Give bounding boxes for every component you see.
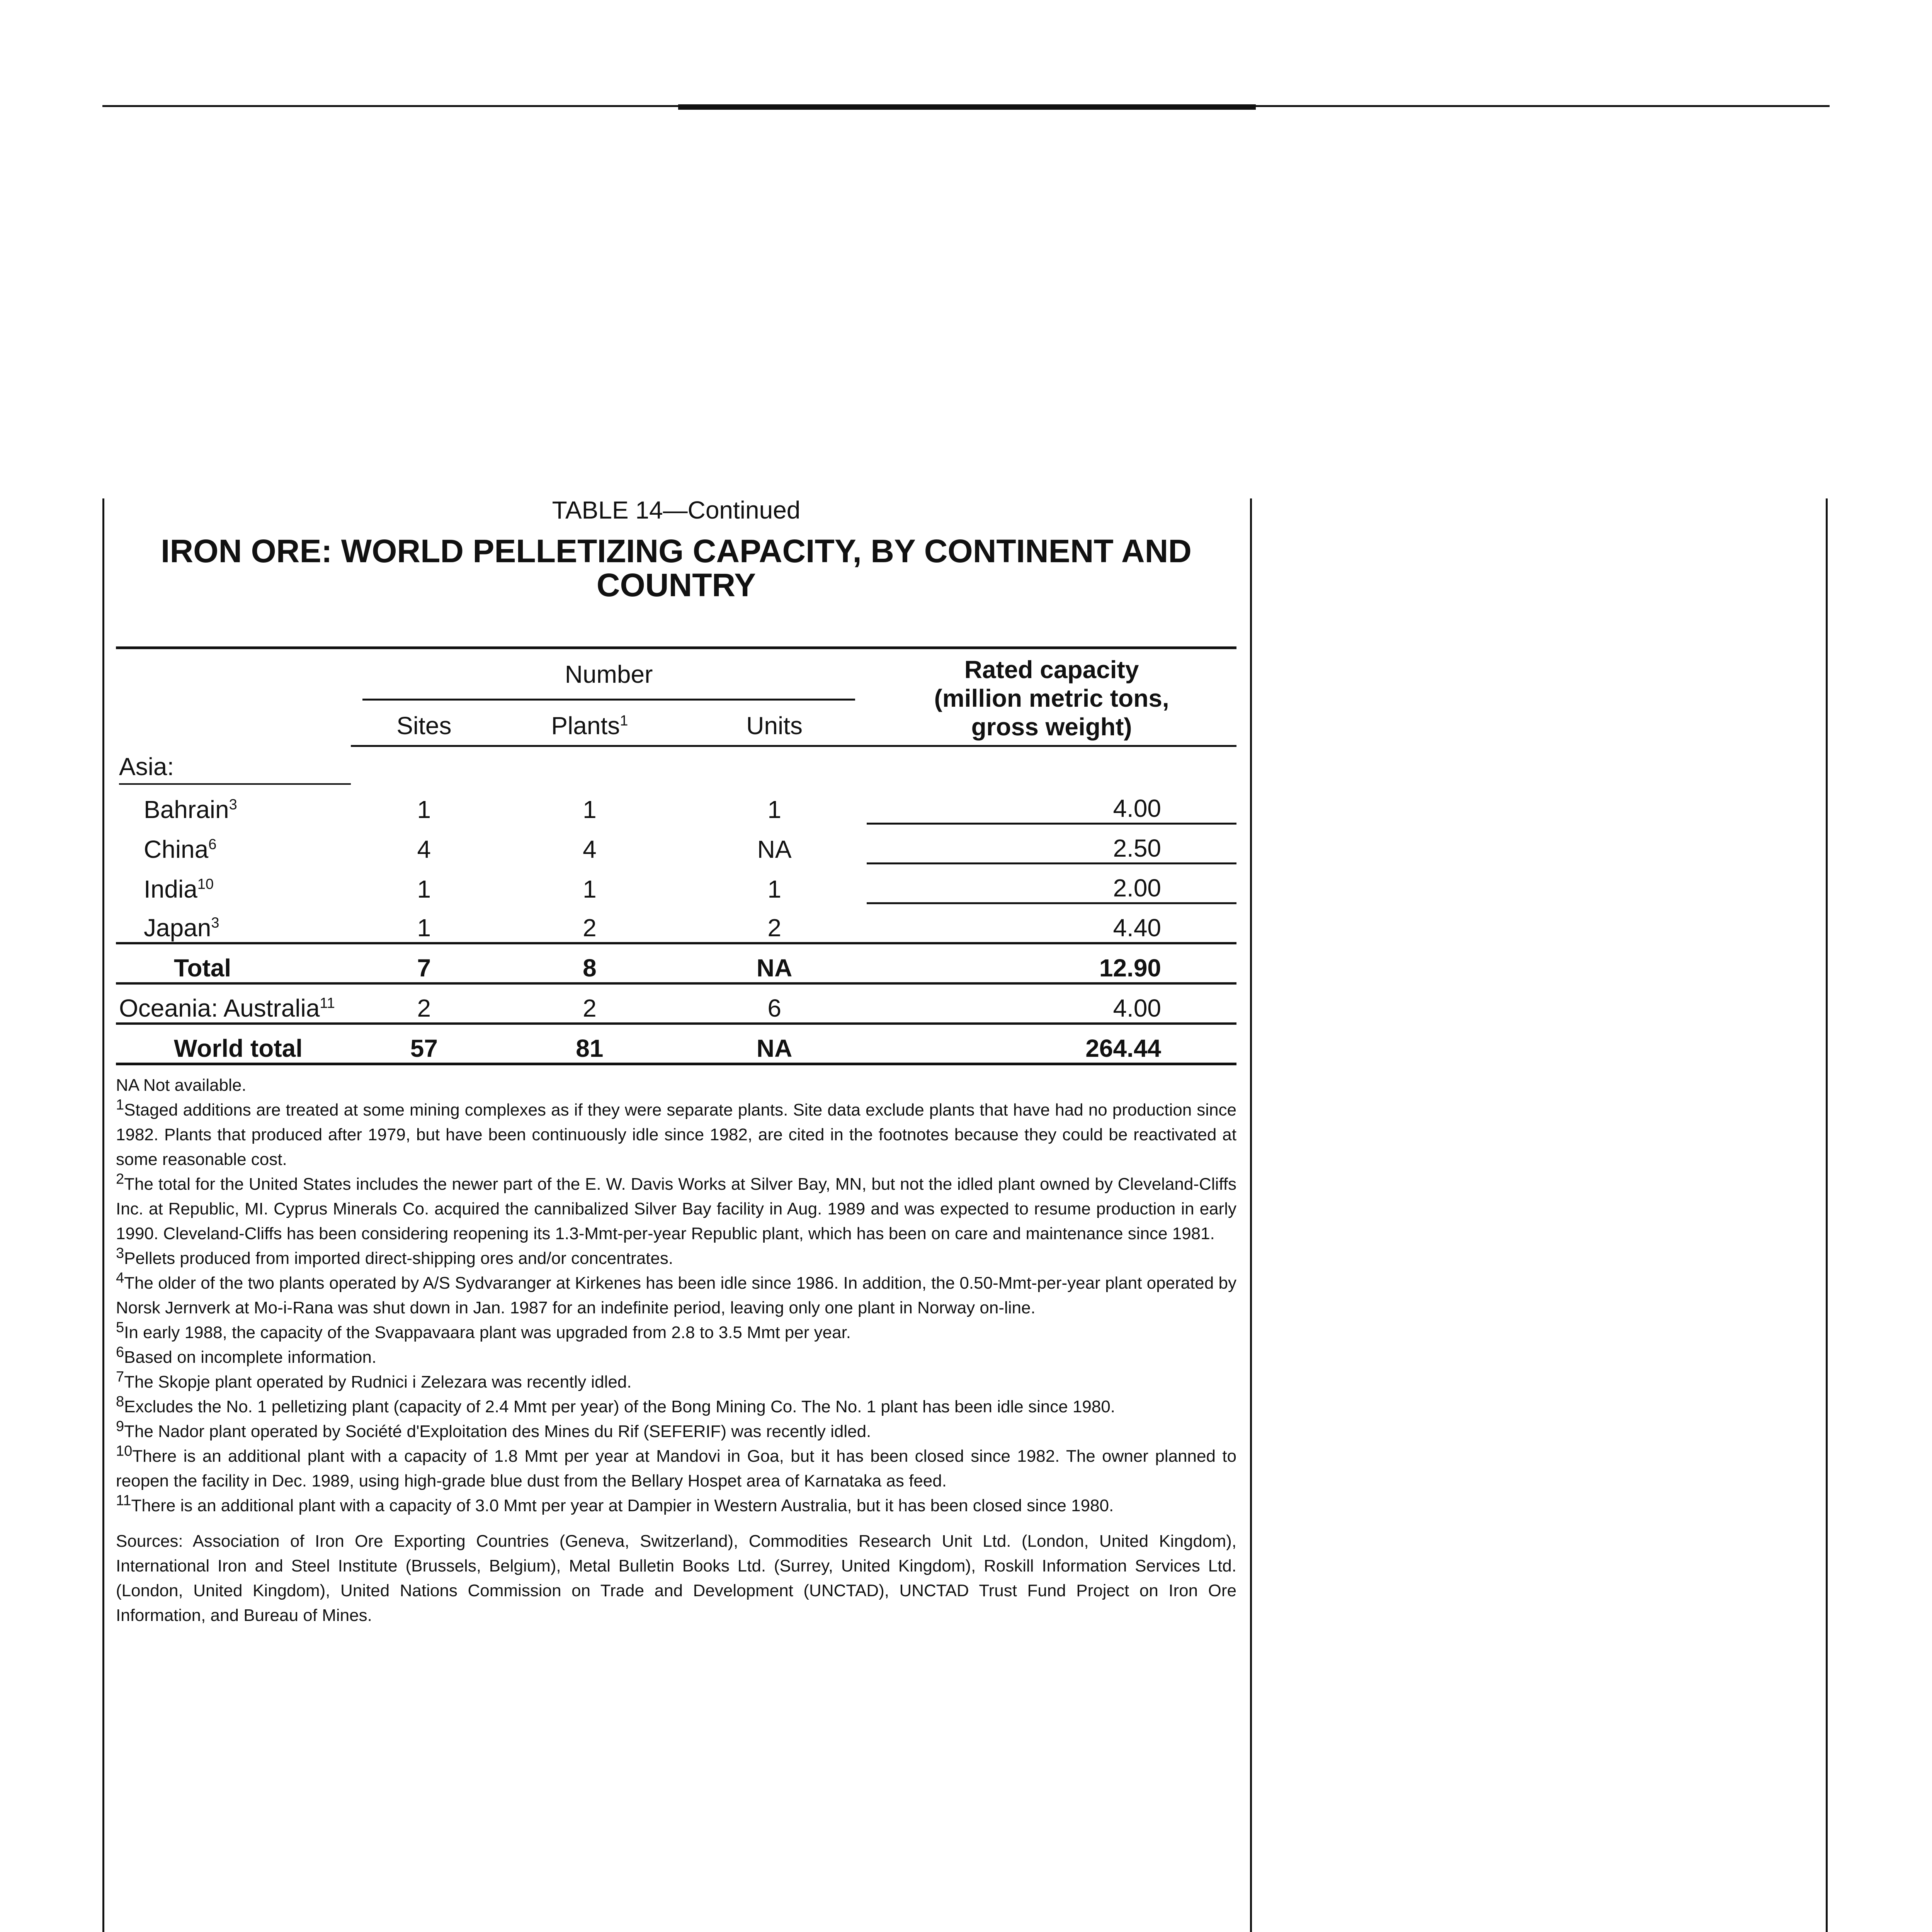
footnote-text: The Skopje plant operated by Rudnici i Zelezara was recently idled. (124, 1372, 632, 1391)
footnote-mark: 3 (116, 1245, 124, 1262)
footnote-4 (116, 1271, 1236, 1320)
cell-capacity: 4.00 (867, 785, 1236, 824)
top-rule-heavy (678, 104, 1256, 110)
footnote-text: There is an additional plant with a capacity of 3.0 Mmt per year at Dampier in Western Australia, but it has been closed since 1980. (131, 1496, 1114, 1515)
header-plants (497, 703, 682, 746)
world-total-label: World total (116, 1024, 351, 1064)
country-name: China (144, 835, 209, 863)
oceania-sites: 2 (351, 983, 497, 1024)
cell-units: 1 (767, 875, 781, 903)
cell-plants: 1 (583, 875, 597, 903)
cell-sites: 1 (351, 903, 497, 944)
total-sites: 7 (351, 943, 497, 983)
country-name: Japan (144, 914, 211, 942)
table-row (116, 785, 1236, 824)
oceania-row (116, 983, 1236, 1024)
cell-sites: 4 (417, 835, 431, 863)
footnote-11 (116, 1493, 1236, 1518)
oceania-units: 6 (682, 983, 867, 1024)
footnote-text: Excludes the No. 1 pelletizing plant (capacity of 2.4 Mmt per year) of the Bong Mining Co. The No. 1 plant has been idle since 1980. (124, 1397, 1116, 1416)
header-plants-note: 1 (620, 713, 628, 729)
right-column-rule (1826, 498, 1828, 1932)
table-title (116, 534, 1236, 602)
section-label-asia (116, 746, 351, 785)
footnote-mark: 2 (116, 1171, 124, 1187)
oceania-name: Oceania: Australia (119, 994, 320, 1022)
cell-plants: 4 (583, 835, 597, 863)
left-column-rule (102, 498, 104, 1932)
footnote-mark: 1 (116, 1097, 124, 1113)
table-title-line2: COUNTRY (596, 567, 756, 603)
cell-sites: 1 (417, 875, 431, 903)
footnote-text: Staged additions are treated at some mining complexes as if they were separate plants. Site data exclude plants that have had no production since 1982. Plants that produced after 1979, but have been continuously idle since 1982, are cited in the footnotes because they could be reactivated at some reasonable cost. (116, 1100, 1236, 1169)
center-column-rule (1250, 498, 1252, 1932)
table-row (116, 864, 1236, 903)
row-label (116, 903, 351, 944)
table-caption: TABLE 14—Continued (552, 496, 801, 524)
table-title-line1: IRON ORE: WORLD PELLETIZING CAPACITY, BY CONTINENT AND (161, 533, 1192, 569)
footnote-2 (116, 1172, 1236, 1246)
section-label-asia-text: Asia: (119, 752, 351, 785)
footnote-5 (116, 1320, 1236, 1345)
header-plants-label: Plants (551, 711, 620, 740)
row-label (116, 785, 351, 824)
footnote-mark: 4 (116, 1270, 124, 1286)
header-number-label: Number (565, 660, 653, 688)
world-total-row (116, 1024, 1236, 1064)
header-number-underline (362, 699, 855, 701)
footnote-9 (116, 1419, 1236, 1444)
cell-units: NA (757, 835, 792, 863)
total-units: NA (682, 943, 867, 983)
footnote-ref: 3 (229, 796, 237, 813)
header-number-group (351, 648, 867, 703)
total-label: Total (116, 943, 351, 983)
footnote-3 (116, 1246, 1236, 1271)
footnote-mark: 7 (116, 1369, 124, 1385)
footnote-1 (116, 1098, 1236, 1172)
world-total-capacity: 264.44 (867, 1024, 1236, 1064)
footnote-text: The older of the two plants operated by A/S Sydvaranger at Kirkenes has been idle since 1986. In addition, the 0.50-Mmt-per-year plant operated by Norsk Jernverk at Mo-i-Rana was shut down in Jan. 1987 for an indefinite period, leaving only one plant in Norway on-line. (116, 1274, 1236, 1317)
table-row (116, 903, 1236, 944)
world-total-units: NA (682, 1024, 867, 1064)
cell-capacity: 2.00 (867, 864, 1236, 903)
footnote-ref: 3 (211, 915, 219, 931)
header-capacity-line3: gross weight) (971, 713, 1132, 741)
footnote-text: The Nador plant operated by Société d'Exploitation des Mines du Rif (SEFERIF) was recently idled. (124, 1422, 871, 1441)
footnote-mark: 5 (116, 1319, 124, 1336)
footnote-mark: 8 (116, 1393, 124, 1410)
cell-capacity: 4.40 (867, 903, 1236, 944)
capacity-table (116, 646, 1236, 1065)
footnote-10 (116, 1444, 1236, 1493)
country-name: Bahrain (144, 795, 229, 823)
footnote-text: In early 1988, the capacity of the Svappavaara plant was upgraded from 2.8 to 3.5 Mmt per year. (124, 1323, 851, 1342)
footnote-8 (116, 1395, 1236, 1419)
total-row (116, 943, 1236, 983)
footnote-ref: 10 (197, 876, 214, 893)
footnote-na: NA Not available. (116, 1076, 247, 1095)
header-blank-2 (116, 703, 351, 746)
total-plants: 8 (497, 943, 682, 983)
table-row (116, 824, 1236, 864)
footnote-text: Pellets produced from imported direct-shipping ores and/or concentrates. (124, 1249, 673, 1268)
world-total-plants: 81 (497, 1024, 682, 1064)
cell-plants: 1 (583, 795, 597, 823)
footnote-ref: 6 (208, 836, 217, 853)
header-sites: Sites (351, 703, 497, 746)
header-capacity (867, 648, 1236, 746)
footnote-text: Based on incomplete information. (124, 1348, 377, 1367)
oceania-plants: 2 (497, 983, 682, 1024)
cell-sites: 1 (417, 795, 431, 823)
cell-capacity: 2.50 (867, 824, 1236, 864)
oceania-label (116, 983, 351, 1024)
country-name: India (144, 875, 197, 903)
footnote-mark: 11 (116, 1492, 131, 1509)
footnote-7 (116, 1370, 1236, 1395)
cell-units: 2 (682, 903, 867, 944)
table-block (116, 495, 1236, 1628)
header-units: Units (682, 703, 867, 746)
cell-units: 1 (767, 795, 781, 823)
footnote-text: The total for the United States includes the newer part of the E. W. Davis Works at Silver Bay, MN, but not the idled plant owned by Cleveland-Cliffs Inc. at Republic, MI. Cyprus Minerals Co. acquired the cannibalized Silver Bay facility in Aug. 1989 and was expected to resume production in early 1990. Cleveland-Cliffs has been considering reopening its 1.3-Mmt-per-year Republic plant, which has been on care and maintenance since 1981. (116, 1175, 1236, 1243)
row-label (116, 864, 351, 903)
cell-plants: 2 (497, 903, 682, 944)
footnote-mark: 6 (116, 1344, 124, 1361)
footnote-mark: 9 (116, 1418, 124, 1435)
footnote-mark: 10 (116, 1443, 133, 1459)
footnote-6 (116, 1345, 1236, 1370)
footnote-text: There is an additional plant with a capacity of 1.8 Mmt per year at Mandovi in Goa, but it has been closed since 1982. The owner planned to reopen the facility in Dec. 1989, using high-grade blue dust from the Bellary Hospet area of Karnataka as feed. (116, 1447, 1236, 1490)
header-capacity-line2: (million metric tons, (934, 684, 1169, 712)
world-total-sites: 57 (351, 1024, 497, 1064)
oceania-capacity: 4.00 (867, 983, 1236, 1024)
total-capacity: 12.90 (867, 943, 1236, 983)
footnotes (116, 1073, 1236, 1628)
section-row-asia (116, 746, 1236, 785)
footnote-ref: 11 (320, 995, 335, 1012)
header-capacity-line1: Rated capacity (964, 656, 1139, 684)
row-label (116, 824, 351, 864)
sources-note: Sources: Association of Iron Ore Exporting Countries (Geneva, Switzerland), Commodities Research Unit Ltd. (London, United Kingdom), International Iron and Steel Institute (Brussels, Belgium), Metal Bulletin Books Ltd. (Surrey, United Kingdom), Roskill Information Services Ltd. (London, United Kingdom), United Nations Commission on Trade and Development (UNCTAD), UNCTAD Trust Fund Project on Iron Ore Information, and Bureau of Mines. (116, 1532, 1236, 1625)
header-blank (116, 648, 351, 703)
